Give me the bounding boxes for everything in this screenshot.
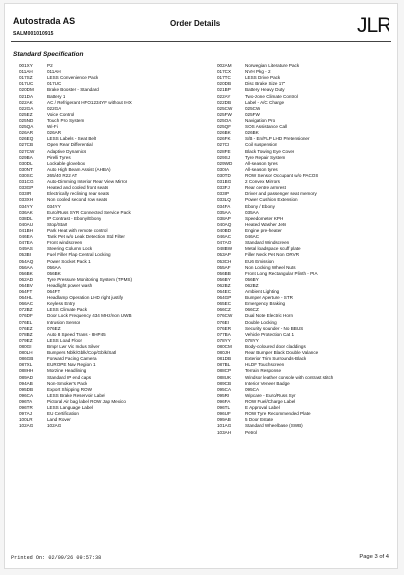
spec-code: 080LH	[19, 350, 33, 356]
spec-code: 095RI	[217, 392, 230, 398]
spec-code: 065EC	[217, 301, 232, 307]
spec-code: 087XL	[19, 362, 33, 368]
spec-description: Front windscreen	[47, 240, 83, 246]
spec-description: 026BK	[245, 130, 259, 136]
spec-description: Driver and passenger seat memory	[245, 191, 317, 197]
spec-description: Bumper Aperture - STR	[245, 295, 293, 301]
spec-code: 096TL	[217, 405, 231, 411]
page-title: Order Details	[170, 19, 221, 28]
spec-code: 056BK	[19, 270, 33, 276]
spec-description: Tyre Pressure Monitoring System (TPMS)	[47, 276, 133, 282]
spec-code: 096FA	[217, 399, 231, 405]
spec-code: 047EA	[19, 240, 33, 246]
spec-description: AC / Refrigerant HFO1234YF without IHX	[47, 99, 132, 105]
spec-description: NVH Pkg - 2	[245, 69, 271, 75]
spec-code: 025ND	[19, 117, 34, 123]
spec-row	[19, 423, 205, 429]
spec-code: 076EZ	[19, 325, 33, 331]
spec-description: Auto-Dimming Interior Rear View Mirror	[47, 179, 128, 185]
spec-code: 029WD	[217, 160, 233, 166]
spec-code: 025FW	[217, 111, 232, 117]
spec-description: Tank Pet w/o Leak Detection Std Filter	[47, 234, 125, 240]
spec-code: 040AQ	[217, 221, 232, 227]
spec-description: Black Towing Eye Cover	[245, 148, 295, 154]
spec-code: 053BI	[19, 252, 32, 258]
spec-description: 5 Door Estate	[245, 417, 274, 423]
spec-description: LESS Brake Reservoir Label	[47, 392, 106, 398]
spec-code: 017SZ	[19, 75, 33, 81]
vehicle-id: SALM001010915	[13, 31, 54, 37]
spec-code: 028FE	[217, 148, 231, 154]
spec-description: Open Rear Differential	[47, 142, 93, 148]
spec-description: Intrusion Sensor	[47, 319, 81, 325]
spec-description: Engine pre-heater	[245, 227, 282, 233]
spec-description: 056BK	[47, 270, 61, 276]
spec-code: 025EZ	[19, 111, 33, 117]
spec-description: Electrically reclining rear seats	[47, 191, 110, 197]
spec-code: 081DB	[217, 356, 232, 362]
spec-description: 056BY	[245, 276, 259, 282]
spec-description: Steering Column Lock	[47, 246, 93, 252]
spec-description: Export Shipping ROW	[47, 386, 92, 392]
spec-description: Body-coloured door claddings	[245, 344, 306, 350]
spec-code: 027CI	[217, 142, 230, 148]
spec-code: 062BZ	[217, 282, 231, 288]
spec-code: 056BY	[217, 276, 231, 282]
spec-description: Exterior Trim Surrounds-Black	[245, 356, 307, 362]
spec-code: 033GP	[19, 185, 34, 191]
spec-description: Wi-Fi	[47, 124, 58, 130]
spec-code: 064BV	[19, 282, 33, 288]
spec-code: 064EC	[217, 289, 232, 295]
spec-description: 046AC	[245, 234, 260, 240]
spec-code: 097AJ	[19, 411, 33, 417]
spec-description: Petrol	[245, 429, 258, 435]
spec-description: Norwegian Literature Pack	[245, 63, 300, 68]
spec-description: Standard Wheelbase (SWB)	[245, 423, 303, 429]
spec-description: Label - A/C Charge	[245, 99, 285, 105]
printed-on: Printed On: 02/09/26 09:57:38	[11, 555, 102, 561]
spec-description: Bumpers Nblk/Gblk/Cop/Gblk/Satl	[47, 350, 117, 356]
spec-column-left	[19, 63, 205, 430]
spec-description: 064FT	[47, 289, 61, 295]
company-name: Autostrada AS	[13, 16, 76, 26]
spec-description: ROW Tyre Recommended Plate	[245, 411, 311, 417]
spec-description: Power Socket Pack 1	[47, 258, 91, 264]
spec-code: 034YY	[19, 203, 33, 209]
spec-code: 053AP	[217, 252, 231, 258]
spec-code: 036AK	[19, 209, 33, 215]
spec-description: Keyless Entry	[47, 301, 76, 307]
spec-description: Filler Neck Pet Non ORVR	[245, 252, 300, 258]
spec-description: Stop/Start	[47, 221, 68, 227]
spec-description: Voice Control	[47, 111, 75, 117]
spec-code: 025CW	[217, 105, 233, 111]
spec-code: 027CW	[19, 148, 35, 154]
spec-description: LESS Load Floor	[47, 337, 82, 343]
spec-code: 022AY	[217, 93, 231, 99]
spec-description: Front Long Rectangular Plinth - PIA	[245, 270, 318, 276]
spec-code: 086GB	[19, 356, 34, 362]
spec-code: 076EL	[19, 319, 33, 325]
header-divider	[11, 41, 391, 42]
spec-code: 056BB	[217, 270, 231, 276]
spec-code: 095DB	[19, 386, 34, 392]
spec-description: 025FW	[245, 111, 260, 117]
spec-description: Headlamp Operation LHD right justify	[47, 295, 124, 301]
spec-description: 095CA	[245, 386, 260, 392]
spec-code: 026BK	[217, 130, 231, 136]
spec-description: Door Lock Frequency 434 MHz/non UWB	[47, 313, 132, 319]
spec-code: 017CX	[217, 69, 232, 75]
spec-code: 030NT	[19, 166, 33, 172]
spec-code: 100LR	[19, 417, 33, 423]
spec-code: 088CP	[217, 368, 232, 374]
spec-code: 035AA	[217, 209, 231, 215]
spec-description: Standard Windscreen	[245, 240, 290, 246]
spec-code: 095CA	[217, 386, 232, 392]
spec-code: 088UK	[217, 374, 232, 380]
spec-description: Standard IP end caps	[47, 374, 92, 380]
spec-code: 033IR	[19, 191, 32, 197]
spec-description: EUROPE Nav Region 1	[47, 362, 96, 368]
spec-code: 033IP	[217, 191, 230, 197]
spec-code: 064FT	[19, 289, 33, 295]
spec-description: Non Locking Wheel Nuts	[245, 264, 296, 270]
spec-code: 034FA	[217, 203, 231, 209]
spec-code: 077BA	[217, 331, 231, 337]
spec-code: 076CW	[217, 313, 233, 319]
spec-code: 022DB	[217, 99, 232, 105]
spec-code: 026EQ	[19, 136, 34, 142]
spec-code: 030DL	[19, 160, 33, 166]
spec-description: Security sounder - No BBUS	[245, 325, 304, 331]
spec-description: Lockable glovebox	[47, 160, 86, 166]
spec-code: 021DA	[19, 93, 34, 99]
spec-description: Ambient Lighting	[245, 289, 280, 295]
spec-code: 080CM	[217, 344, 232, 350]
spec-code: 021BP	[217, 87, 231, 93]
spec-code: 033FJ	[217, 185, 230, 191]
spec-description: Auto 8 Speed Trans - 8HP45	[47, 331, 106, 337]
spec-code: 033LQ	[217, 197, 231, 203]
spec-code: 046EA	[19, 234, 33, 240]
spec-description: EU6 Emission	[245, 258, 274, 264]
page-number: Page 3 of 4	[359, 554, 389, 560]
spec-description: Disc Brake Size 17"	[245, 81, 286, 87]
spec-code: 029SJ	[217, 154, 231, 160]
spec-description: Forward Facing Camera	[47, 356, 97, 362]
spec-code: 080GI	[19, 344, 32, 350]
spec-description: Battery Heavy Duty	[245, 87, 285, 93]
spec-description: Auto High Beam Assist (AHBA)	[47, 166, 111, 172]
spec-description: ROW Sensor Occupant w/o PACOS	[245, 172, 319, 178]
spec-code: 048BW	[217, 246, 233, 252]
spec-code: 011AH	[19, 69, 33, 75]
spec-code: 020DB	[217, 81, 232, 87]
spec-code: 066AC	[19, 301, 34, 307]
spec-code: 080JH	[217, 350, 231, 356]
spec-description: Heated and cooled front seats	[47, 185, 109, 191]
spec-code: 017UC	[19, 81, 34, 87]
spec-code: 076ER	[217, 325, 232, 331]
spec-code: 056AA	[19, 264, 33, 270]
spec-description: 076EZ	[47, 325, 61, 331]
logo-text: JLR	[357, 14, 389, 37]
spec-description: 026AR	[47, 130, 62, 136]
spec-code: 103AH	[217, 429, 232, 435]
spec-description: S/B - En/FLP LHD Pretensioner	[245, 136, 310, 142]
spec-description: Pictoral Air bag label ROW Jap Mexico	[47, 399, 126, 405]
spec-description: EU Certification	[47, 411, 79, 417]
spec-description: HLDF Touchscreen	[245, 362, 285, 368]
spec-row	[217, 430, 397, 436]
spec-code: 072BZ	[19, 307, 33, 313]
spec-description: LESS Labels - Seat Belt	[47, 136, 97, 142]
spec-description: 102AG	[47, 423, 62, 429]
spec-description: Land Rover	[47, 417, 71, 423]
spec-code: 033XH	[19, 197, 34, 203]
spec-description: Morzine Headlining	[47, 368, 87, 374]
spec-description: Terrain Response	[245, 368, 282, 374]
spec-description: 062BZ	[245, 282, 259, 288]
spec-description: LESS Climate Pack	[47, 307, 88, 313]
spec-code: 064GP	[217, 295, 232, 301]
spec-code: 094AB	[19, 380, 33, 386]
spec-description: E Approval Label	[245, 405, 280, 411]
spec-code: 099AB	[217, 417, 231, 423]
spec-code: 001XY	[19, 63, 33, 68]
spec-description: 066CZ	[245, 307, 259, 313]
spec-description: 011AH	[47, 69, 61, 75]
spec-description: Interior Veneer Badge	[245, 380, 290, 386]
spec-description: Tyre Repair System	[245, 154, 286, 160]
spec-code: 025QA	[19, 124, 34, 130]
spec-code: 031BG	[217, 179, 232, 185]
spec-description: Two-zone Climate Control	[245, 93, 298, 99]
spec-description: Power Cushion Extension	[245, 197, 298, 203]
spec-code: 054AQ	[19, 258, 34, 264]
spec-description: Pirelli Tyres	[47, 154, 71, 160]
spec-code: 079EZ	[19, 337, 33, 343]
spec-description: Vehicle Protection Cat 1	[245, 331, 295, 337]
spec-code: 089CB	[217, 380, 232, 386]
document-page	[4, 3, 398, 569]
spec-code: 089AD	[19, 374, 34, 380]
spec-code: 017TC	[217, 75, 231, 81]
section-title: Standard Specification	[13, 51, 84, 58]
spec-description: Park Heat with remote control	[47, 227, 108, 233]
spec-code: 040BD	[217, 227, 232, 233]
spec-description: 025CW	[245, 105, 261, 111]
spec-code: 041BH	[19, 227, 34, 233]
spec-description: Bmpr Lwr Vic Indus Silver	[47, 344, 100, 350]
spec-description: Coil suspension	[245, 142, 278, 148]
spec-description: Battery 1	[47, 93, 66, 99]
spec-code: 096TA	[19, 399, 33, 405]
spec-description: SOS Assistance Call	[245, 124, 288, 130]
spec-description: Brake Booster - Standard	[47, 87, 99, 93]
spec-description: Dual Note Electric Horn	[245, 313, 293, 319]
spec-description: Ebony / Ebony	[245, 203, 275, 209]
spec-code: 046AC	[217, 234, 232, 240]
spec-description: Wipcare - Euro/Russ Syr	[245, 392, 296, 398]
spec-description: Rear centre armrest	[245, 185, 286, 191]
spec-code: 087BL	[217, 362, 231, 368]
spec-description: Navigation Pro	[245, 117, 276, 123]
spec-description: Speedometer KPH	[245, 215, 284, 221]
spec-code: 022GA	[19, 105, 34, 111]
spec-code: 047AO	[217, 240, 232, 246]
spec-code: 038DL	[19, 215, 33, 221]
spec-description: 078YY	[245, 337, 259, 343]
spec-code: 096UF	[217, 411, 231, 417]
spec-description: Fuel Filler Flap Central Locking	[47, 252, 111, 258]
spec-code: 062AD	[19, 276, 34, 282]
spec-description: IP Contrast - Ebony/Ebony	[47, 215, 102, 221]
spec-description: 2 Convex Mirrors	[245, 179, 280, 185]
spec-description: Double Locking	[245, 319, 277, 325]
spec-code: 030TD	[217, 172, 231, 178]
spec-code: 066CZ	[217, 307, 231, 313]
spec-description: 265/40 R22 AT	[47, 172, 78, 178]
spec-code: 030IA	[217, 166, 230, 172]
spec-description: Emergency Braking	[245, 301, 286, 307]
spec-description: ROW Fuel/Charge Label	[245, 399, 296, 405]
spec-description: LESS Drive Pack	[245, 75, 281, 81]
spec-code: 076EI	[217, 319, 230, 325]
spec-code: 002AM	[217, 63, 232, 68]
spec-description: 017UC	[47, 81, 62, 87]
spec-description: Non-Smoker's Pack	[47, 380, 88, 386]
spec-description: Rear Bumper Black Double Valance	[245, 350, 319, 356]
spec-code: 030SC	[19, 172, 34, 178]
spec-description: LESS Convenience Pack	[47, 75, 99, 81]
spec-description: 022GA	[47, 105, 62, 111]
spec-code: 096CA	[19, 392, 34, 398]
spec-description: Heated Washer Jets	[245, 221, 287, 227]
spec-code: 088HH	[19, 368, 34, 374]
spec-code: 053CH	[217, 258, 232, 264]
spec-code: 022AK	[19, 99, 33, 105]
spec-code: 049AS	[19, 246, 33, 252]
spec-code: 027CB	[19, 142, 34, 148]
spec-code: 025OA	[217, 117, 232, 123]
spec-description: Non cooled second row seats	[47, 197, 108, 203]
spec-description: Adaptive Dynamics	[47, 148, 87, 154]
spec-code: 031CG	[19, 179, 34, 185]
spec-code: 096TR	[19, 405, 33, 411]
spec-description: Windsor leather console with contrast stitch	[245, 374, 334, 380]
spec-column-right	[217, 63, 397, 436]
spec-code: 102AG	[19, 423, 34, 429]
spec-code: 020DM	[19, 87, 34, 93]
spec-code: 026AR	[19, 130, 34, 136]
spec-code: 055AF	[217, 264, 231, 270]
spec-code: 040AU	[19, 221, 34, 227]
spec-description: 056AA	[47, 264, 61, 270]
spec-code: 076DF	[19, 313, 33, 319]
spec-code: 078BZ	[19, 331, 33, 337]
spec-code: 026FK	[217, 136, 231, 142]
spec-description: Headlight power wash	[47, 282, 93, 288]
jlr-logo	[355, 10, 389, 38]
spec-description: LESS Language Label	[47, 405, 93, 411]
spec-description: P2	[47, 63, 53, 68]
spec-description: Metal loadspace scuff plate	[245, 246, 301, 252]
spec-description: 035AA	[245, 209, 259, 215]
spec-description: All-season tyres	[245, 160, 278, 166]
spec-code: 064HL	[19, 295, 33, 301]
spec-code: 078YY	[217, 337, 231, 343]
spec-description: Touch Pro System	[47, 117, 85, 123]
spec-code: 025QF	[217, 124, 232, 130]
spec-code: 101AG	[217, 423, 232, 429]
spec-code: 029BA	[19, 154, 33, 160]
spec-description: All-season tyres	[245, 166, 278, 172]
spec-description: 034YY	[47, 203, 61, 209]
spec-description: Euro/Russ SYR Connected Service Pack	[47, 209, 131, 215]
spec-code: 038AP	[217, 215, 231, 221]
